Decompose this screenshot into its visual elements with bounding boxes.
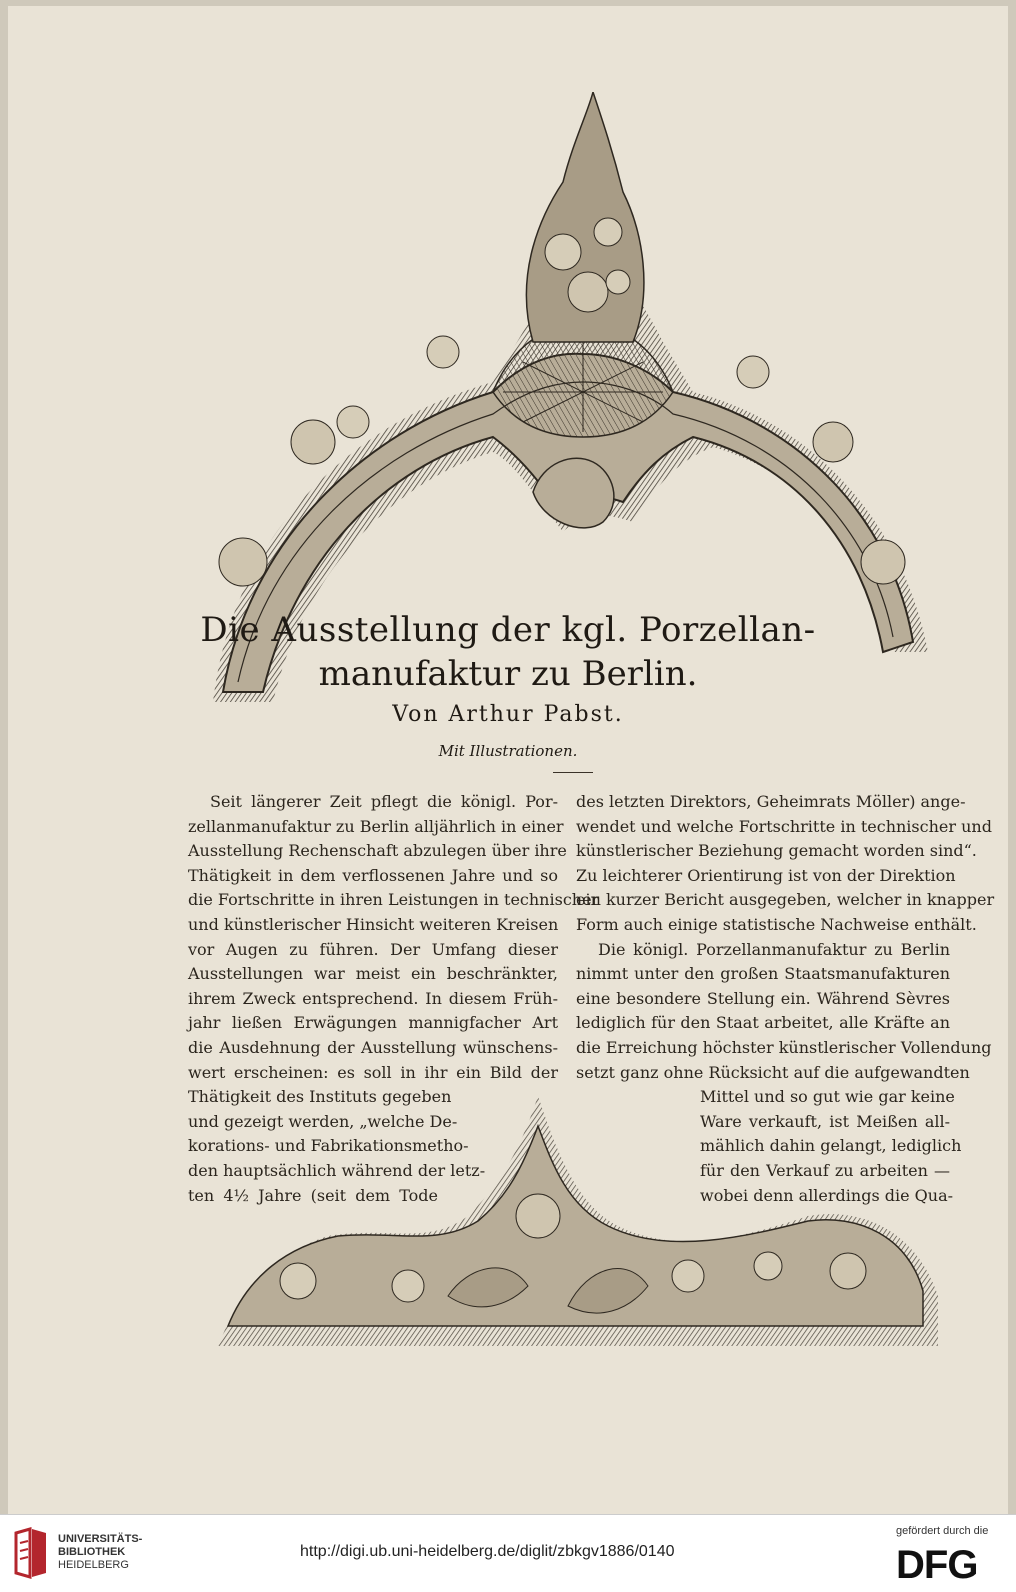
funding-label: gefördert durch die xyxy=(896,1525,989,1537)
illustrations-note: Mit Illustrationen. xyxy=(438,742,578,760)
text-line: Die königl. Porzellanmanufaktur zu Berlin xyxy=(598,939,950,959)
institution-name: UNIVERSITÄTS- BIBLIOTHEK HEIDELBERG xyxy=(58,1533,143,1571)
text-line: wert erscheinen: es soll in ihr ein Bild der xyxy=(188,1062,558,1082)
article-byline: Von Arthur Pabst. xyxy=(392,702,624,727)
text-line: jahr ließen Erwägungen mannigfacher Art xyxy=(188,1013,558,1033)
title-divider xyxy=(553,772,593,773)
text-line: Zu leichterer Orientirung ist von der Direktion xyxy=(576,865,956,885)
text-line: Ausstellung Rechenschaft abzulegen über ihre xyxy=(188,841,567,861)
text-line: Thätigkeit in dem verflossenen Jahre und so xyxy=(188,865,558,885)
text-line: ten 4½ Jahre (seit dem Tode xyxy=(188,1185,438,1205)
digitization-footer xyxy=(0,1514,1016,1592)
text-line: für den Verkauf zu arbeiten — xyxy=(700,1160,950,1180)
text-line: künstlerischer Beziehung gemacht worden sind“. xyxy=(576,841,977,861)
text-line: eine besondere Stellung ein. Während Sèvres xyxy=(576,988,950,1008)
text-line: die Erreichung höchster künstlerischer Vollendung xyxy=(576,1037,992,1057)
text-line: ihrem Zweck entsprechend. In diesem Früh- xyxy=(188,988,558,1008)
source-url-link[interactable]: http://digi.ub.uni-heidelberg.de/diglit/zbkgv1886/0140 xyxy=(300,1543,675,1560)
text-line: mählich dahin gelangt, lediglich xyxy=(700,1136,962,1156)
text-line: ein kurzer Bericht ausgegeben, welcher in knapper xyxy=(576,890,995,910)
text-line: den hauptsächlich während der letz- xyxy=(188,1160,486,1180)
text-line: nimmt unter den großen Staatsmanufakturen xyxy=(576,964,950,984)
text-line: setzt ganz ohne Rücksicht auf die aufgewandten xyxy=(576,1062,970,1082)
text-line: Thätigkeit des Instituts gegeben xyxy=(188,1087,452,1107)
text-line: wendet und welche Fortschritte in technischer und xyxy=(576,816,992,836)
scanned-page xyxy=(8,6,1008,1514)
text-line: die Ausdehnung der Ausstellung wünschens- xyxy=(188,1037,558,1057)
text-line: und künstlerischer Hinsicht weiteren Kreisen xyxy=(188,914,559,934)
text-line: Mittel und so gut wie gar keine xyxy=(700,1087,955,1107)
article-title-line2: manufaktur zu Berlin. xyxy=(318,654,698,694)
text-line: des letzten Direktors, Geheimrats Möller) ange- xyxy=(576,792,966,811)
text-line: wobei denn allerdings die Qua- xyxy=(700,1185,954,1205)
text-line: Seit längerer Zeit pflegt die königl. Por- xyxy=(210,792,558,811)
ornament-bottom-illustration xyxy=(208,1096,962,1376)
text-line: lediglich für den Staat arbeitet, alle Kräfte an xyxy=(576,1013,950,1033)
article-title-line1: Die Ausstellung der kgl. Porzellan- xyxy=(200,610,816,650)
text-line: zellanmanufaktur zu Berlin alljährlich in einer xyxy=(188,816,564,836)
text-line: Ausstellungen war meist ein beschränkter, xyxy=(188,964,558,984)
university-library-logo-icon xyxy=(12,1527,50,1579)
text-line: die Fortschritte in ihren Leistungen in technischer xyxy=(188,890,600,910)
text-line: Ware verkauft, ist Meißen all- xyxy=(700,1111,950,1131)
text-line: vor Augen zu führen. Der Umfang dieser xyxy=(188,939,558,959)
text-line: und gezeigt werden, „welche De- xyxy=(188,1111,458,1131)
text-line: Form auch einige statistische Nachweise enthält. xyxy=(576,914,977,934)
text-line: korations- und Fabrikationsmetho- xyxy=(188,1136,469,1156)
dfg-logo: DFG xyxy=(896,1543,978,1587)
